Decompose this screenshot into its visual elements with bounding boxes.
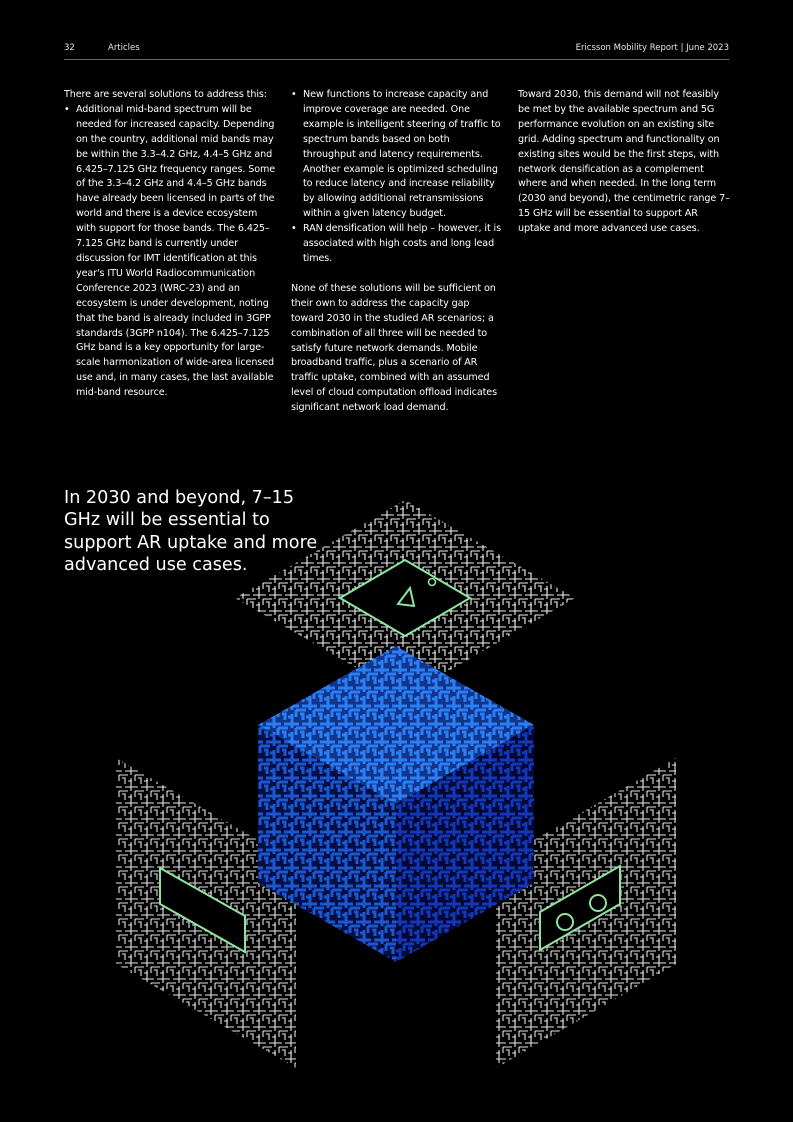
text-column-2	[291, 88, 503, 416]
list-item: • New functions to increase capacity and improve coverage are needed. One example is intelligent steering of traffic to spectrum bands based on both throughput and latency requirements. Another example is optimized scheduling to reduce latency and increase reliability by allowing additional retransmissions within a given latency budget.	[291, 88, 503, 222]
page-number: 32	[64, 43, 75, 53]
solutions-list-2	[291, 88, 503, 267]
intro-text: There are several solutions to address this:	[64, 89, 267, 100]
report-title: Ericsson Mobility Report | June 2023	[575, 43, 729, 53]
list-item: • Additional mid-band spectrum will be needed for increased capacity. Depending on the country, additional mid bands may be within the 3.3–4.2 GHz, 4.4–5 GHz and 6.425–7.125 GHz frequency ranges. Some of the 3.3–4.2 GHz and 4.4–5 GHz bands have already been licensed in parts of the world and there is a device ecosystem with support for those bands. The 6.425–7.125 GHz band is currently under discussion for IMT identification at this year's ITU World Radiocommunication Conference 2023 (WRC-23) and an ecosystem is under development, noting that the band is already included in 3GPP standards (3GPP n104). The 6.425–7.125 GHz band is a key opportunity for large-scale harmonization of wide-area licensed use and, in many cases, the last available mid-band resource.	[64, 103, 276, 401]
conclusion-paragraph: Toward 2030, this demand will not feasibly be met by the available spectrum and 5G performance evolution on an existing site grid. Adding spectrum and functionality on existing sites would be the first steps, with network densification as a complement where and when needed. In the long term (2030 and beyond), the centimetric range 7–15 GHz will be essential to support AR uptake and more advanced use cases.	[518, 89, 730, 235]
solutions-list-1	[64, 103, 276, 401]
summary-paragraph: None of these solutions will be sufficient on their own to address the capacity gap toward 2030 in the studied AR scenarios; a combination of all three will be needed to satisfy future network demands. Mobile broadband traffic, plus a scenario of AR traffic uptake, combined with an assumed level of cloud computation offload indicates significant network load demand.	[291, 282, 498, 414]
list-item: • RAN densification will help – however, it is associated with high costs and long lead times.	[291, 222, 503, 267]
text-column-3	[518, 88, 730, 237]
text-column-1	[64, 88, 276, 401]
blue-maze-cube	[258, 646, 534, 962]
pull-quote: In 2030 and beyond, 7–15 GHz will be essential to support AR uptake and more advanced use cases.	[64, 488, 318, 576]
page-header	[64, 41, 729, 60]
section-label: Articles	[108, 43, 140, 53]
